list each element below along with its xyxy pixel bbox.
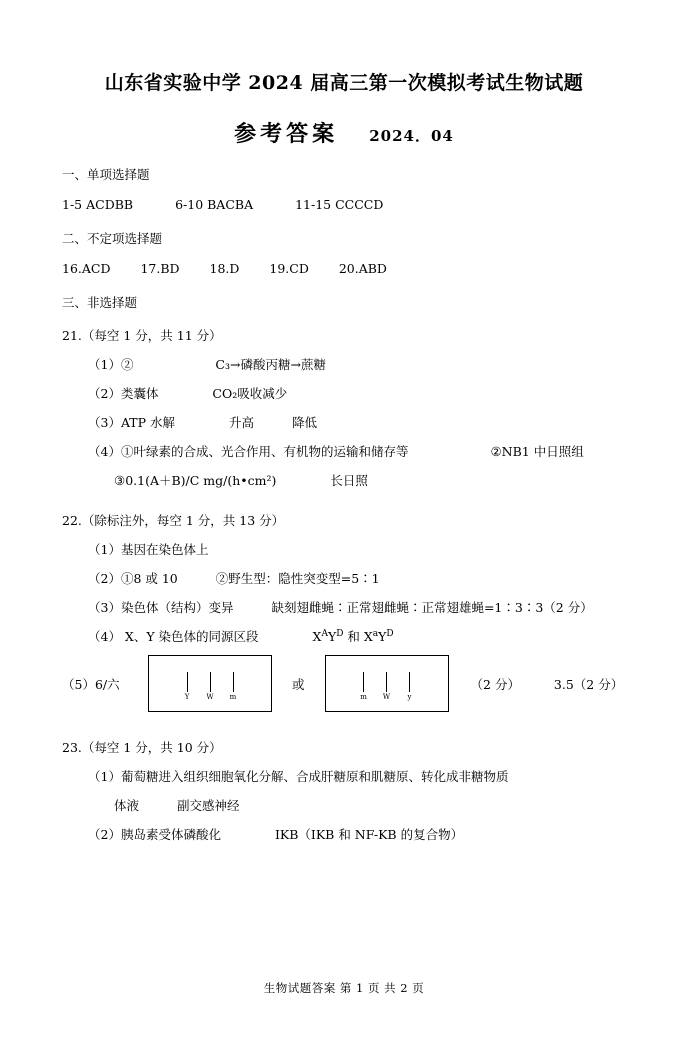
q21-item-4-text-a: （4）①叶绿素的合成、光合作用、有机物的运输和储存等 (88, 444, 409, 459)
question-21 (62, 326, 626, 489)
q22-item-2-text-a: （2）①8 或 10 (88, 571, 178, 586)
answer-18: 18.D (209, 261, 240, 276)
q22-heading: 22.（除标注外，每空 1 分，共 13 分） (62, 513, 285, 528)
document-page (0, 68, 688, 1040)
q22-item-5-score-a: （2 分） (470, 676, 520, 692)
section-1-answers (62, 197, 626, 212)
answers-6-10: 6-10 BACBA (175, 197, 254, 212)
answer-19: 19.CD (269, 261, 309, 276)
q23-item-1: （1）葡萄糖进入组织细胞氧化分解、合成肝糖原和肌糖原、转化成非糖物质 (88, 769, 509, 784)
q22-item-1: （1）基因在染色体上 (88, 542, 209, 557)
q23-item-1-text-a: 体液 (114, 798, 140, 813)
chromosome-set-1 (181, 667, 239, 701)
q22-item-5-scores (471, 675, 624, 693)
q23-item-2-text-a: （2）胰岛素受体磷酸化 (88, 827, 221, 842)
chromosome: W (204, 672, 216, 701)
answer-17: 17.BD (140, 261, 180, 276)
q22-item-2 (62, 569, 626, 587)
q22-item-4-genotypes: $X^AY^D$ 和 $X^aY^D$ (312, 628, 394, 644)
karyotype-diagram-1 (148, 655, 272, 712)
question-23 (62, 738, 626, 843)
q21-item-4 (62, 442, 626, 460)
chromosome: y (404, 672, 416, 701)
karyotype-or-label: 或 (292, 676, 305, 692)
chromosome-set-2 (358, 667, 416, 701)
answer-16: 16.ACD (62, 261, 111, 276)
q23-heading: 23.（每空 1 分，共 10 分） (62, 740, 222, 755)
chromosome-bar-icon (363, 672, 364, 692)
q21-item-1 (62, 355, 626, 373)
section-3-heading: 三、非选择题 (62, 295, 138, 310)
section-1-heading: 一、单项选择题 (62, 167, 150, 182)
q21-item-4-text-b: ②NB1 中日照组 (490, 444, 584, 459)
q23-item-2-text-b: IKB（IKB 和 NF-KB 的复合物） (274, 827, 464, 842)
chromosome-bar-icon (386, 672, 387, 692)
answer-heading-row (62, 117, 626, 148)
q22-item-4-text-a: （4） X、Y 染色体的同源区段 (88, 629, 259, 644)
page-footer: 生物试题答案 第 1 页 共 2 页 (263, 981, 425, 995)
karyotype-diagram-2 (325, 655, 449, 712)
q22-item-3 (62, 598, 626, 616)
answer-heading: 参考答案 (234, 121, 339, 147)
q22-item-5-label: （5）6/六 (62, 676, 120, 692)
q23-item-2 (62, 825, 626, 843)
q21-item-2-number: （2）类囊体 (88, 386, 159, 401)
chromosome-bar-icon (187, 672, 188, 692)
chromosome: W (381, 672, 393, 701)
q21-item-1-number: （1）② (88, 357, 134, 372)
q21-item-4-text-d: 长日照 (330, 473, 368, 488)
exam-date: 2024．04 (369, 127, 454, 145)
chromosome: Y (181, 672, 193, 701)
q21-item-3-text-b: 降低 (291, 415, 317, 430)
q21-item-1-text: C₃→磷酸丙糖→蔗糖 (215, 357, 326, 372)
q21-heading: 21.（每空 1 分，共 11 分） (62, 328, 222, 343)
q22-item-4 (62, 627, 626, 645)
q23-item-1-text-b: 副交感神经 (176, 798, 240, 813)
q22-item-2-text-b: ②野生型：隐性突变型=5∶1 (215, 571, 380, 586)
q21-item-4-text-c: ③0.1(A＋B)/C mg/(h•cm²) (114, 473, 277, 488)
page-title: 山东省实验中学 2024 届高三第一次模拟考试生物试题 (104, 72, 584, 94)
q21-item-3 (62, 413, 626, 431)
answers-1-5: 1-5 ACDBB (62, 197, 134, 212)
q22-item-3-text-b: 缺刻翅雌蝇∶正常翅雌蝇∶正常翅雄蝇=1∶3∶3（2 分） (271, 600, 593, 615)
q21-item-2-text: CO₂吸收减少 (212, 386, 288, 401)
q21-item-4-cont (62, 471, 626, 489)
q21-item-2 (62, 384, 626, 402)
answers-11-15: 11-15 CCCCD (295, 197, 384, 212)
section-2-heading: 二、不定项选择题 (62, 231, 163, 246)
q22-item-5-score-b: 3.5（2 分） (553, 676, 624, 692)
section-2-answers (62, 261, 626, 276)
q21-item-3-text-a: 升高 (229, 415, 255, 430)
chromosome-bar-icon (210, 672, 211, 692)
q23-item-1-cont (62, 796, 626, 814)
question-22 (62, 511, 626, 712)
q22-item-5 (62, 655, 626, 712)
chromosome: m (227, 672, 239, 701)
chromosome-bar-icon (233, 672, 234, 692)
answer-20: 20.ABD (338, 261, 387, 276)
q21-item-3-number: （3）ATP 水解 (88, 415, 176, 430)
chromosome: m (358, 672, 370, 701)
q22-item-3-text-a: （3）染色体（结构）变异 (88, 600, 234, 615)
chromosome-bar-icon (409, 672, 410, 692)
